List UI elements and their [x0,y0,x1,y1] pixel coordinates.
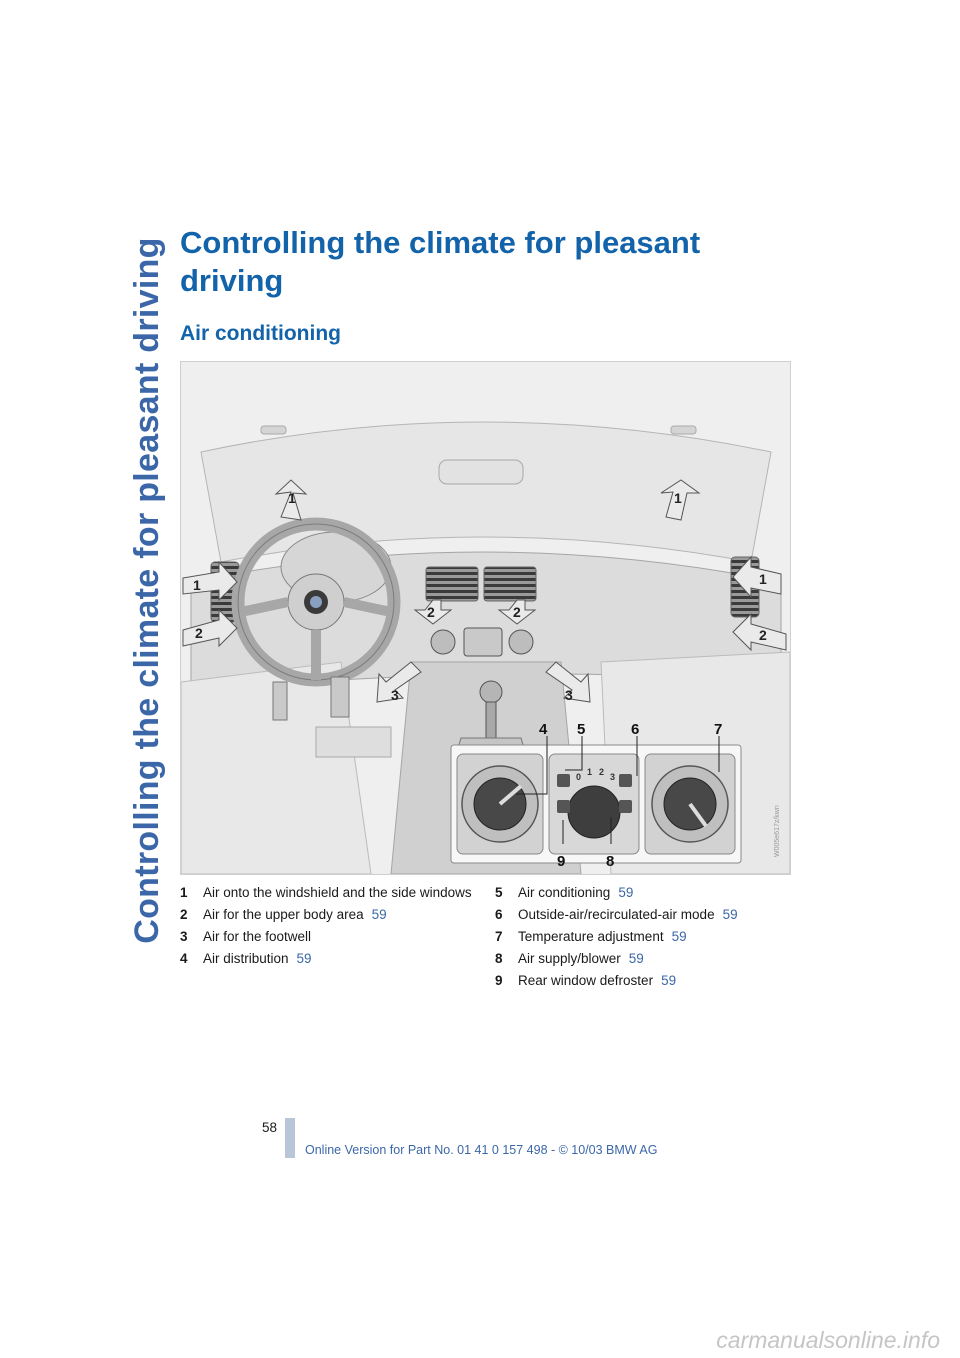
image-code: W005e617z/kwn [774,805,781,857]
side-chapter-title: Controlling the climate for pleasant driving [127,236,166,944]
fan-scale-0: 0 [576,772,582,782]
legend-item: 1 Air onto the windshield and the side windows [180,885,472,900]
watermark: carmanualsonline.info [716,1327,940,1353]
callout-2b: 2 [513,604,521,620]
callout-2a: 2 [427,604,435,620]
legend-left [180,884,480,972]
legend-item: 2 Air for the upper body area 59 [180,907,387,922]
fan-scale-3: 3 [610,772,616,782]
callout-7: 7 [714,721,723,738]
callout-8: 8 [606,853,615,870]
page-ref-link[interactable]: 59 [618,885,634,900]
section-title: Air conditioning [180,322,341,345]
dashboard-illustration [180,361,791,875]
callout-3a: 3 [391,687,399,703]
page-title: Controlling the climate for pleasant driving [180,225,701,298]
page-ref-link[interactable]: 59 [628,951,644,966]
page-number: 58 [262,1120,278,1135]
legend-item: 3 Air for the footwell [180,929,312,944]
legend-item: 8 Air supply/blower 59 [495,951,644,966]
page-ref-link[interactable]: 59 [371,907,387,922]
legend-item: 6 Outside-air/recirculated-air mode 59 [495,907,738,922]
callout-4: 4 [539,721,548,738]
callout-5: 5 [577,721,586,738]
callout-1d: 1 [759,571,767,587]
callout-1a: 1 [288,490,296,506]
legend-item: 7 Temperature adjustment 59 [495,929,687,944]
callout-1c: 1 [193,577,201,593]
legend-item: 5 Air conditioning 59 [495,885,634,900]
callout-9: 9 [557,853,566,870]
legend-item: 9 Rear window defroster 59 [495,973,677,988]
callout-2c: 2 [195,625,203,641]
footer-bar [285,1118,295,1158]
callout-1b: 1 [674,490,682,506]
dashboard-drawing [181,362,790,874]
fan-scale-2: 2 [599,767,605,777]
page-ref-link[interactable]: 59 [296,951,312,966]
legend-right [495,884,795,994]
page-ref-link[interactable]: 59 [671,929,687,944]
fan-scale-1: 1 [587,767,593,777]
legend-item: 4 Air distribution 59 [180,951,312,966]
page-ref-link[interactable]: 59 [661,973,677,988]
callout-3b: 3 [565,687,573,703]
footer-text: Online Version for Part No. 01 41 0 157 498 - © 10/03 BMW AG [305,1143,658,1157]
callout-2d: 2 [759,627,767,643]
page-ref-link[interactable]: 59 [722,907,738,922]
callout-6: 6 [631,721,640,738]
